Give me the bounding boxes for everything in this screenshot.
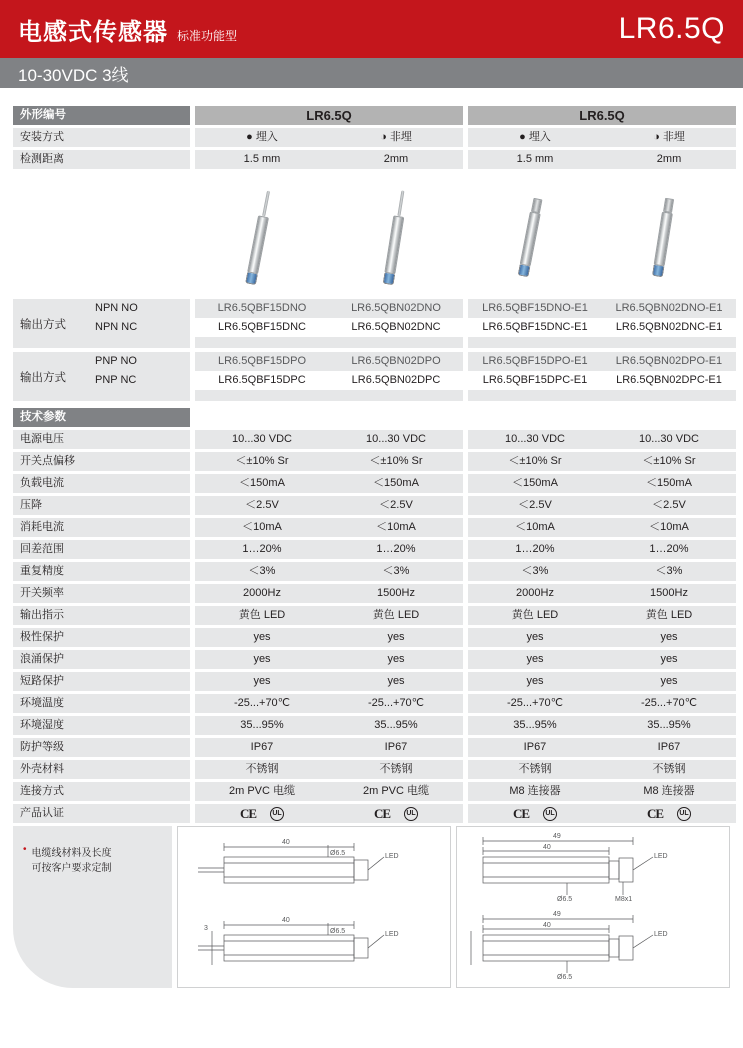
spec-value-2-1: ＜150mA	[329, 474, 463, 493]
specs-table	[13, 408, 736, 823]
spec-value-5-2: 1…20%	[468, 540, 602, 559]
table-row	[13, 672, 736, 691]
outline-number-label: 外形编号	[13, 106, 190, 125]
spec-label-0: 电源电压	[13, 430, 190, 449]
spec-value-0-3: 10...30 VDC	[602, 430, 736, 449]
spacer	[602, 337, 736, 348]
svg-text:40: 40	[543, 922, 551, 929]
content	[0, 88, 743, 823]
spec-value-12-1: -25...+70℃	[329, 694, 463, 713]
pnp-no-model-1: LR6.5QBF15DPO	[195, 352, 329, 371]
spec-value-8-2: 黄色 LED	[468, 606, 602, 625]
spec-value-16-0: 2m PVC 电缆	[195, 782, 329, 801]
page-header	[0, 0, 743, 58]
spec-value-13-1: 35...95%	[329, 716, 463, 735]
pnp-nc-model-4: LR6.5QBN02DPC-E1	[602, 371, 736, 390]
group-header-1: LR6.5Q	[195, 106, 463, 125]
spacer	[86, 337, 190, 348]
sensor-cable	[397, 190, 404, 216]
table-row	[13, 606, 736, 625]
table-row	[13, 518, 736, 537]
spec-value-10-0: yes	[195, 650, 329, 669]
table-row	[13, 738, 736, 757]
spec-value-4-3: ＜10mA	[602, 518, 736, 537]
svg-text:Ø6.5: Ø6.5	[557, 974, 573, 981]
spec-value-9-0: yes	[195, 628, 329, 647]
header-model: LR6.5Q	[618, 12, 725, 45]
spec-label-11: 短路保护	[13, 672, 190, 691]
spec-value-8-0: 黄色 LED	[195, 606, 329, 625]
distance-value-1: 1.5 mm	[195, 150, 329, 169]
note-box	[13, 826, 172, 988]
table-row	[13, 371, 736, 390]
sensor-illustration	[518, 197, 544, 277]
spec-value-11-3: yes	[602, 672, 736, 691]
table-row	[13, 804, 736, 823]
npn-nc-model-4: LR6.5QBN02DNC-E1	[602, 318, 736, 337]
pnp-no-label: PNP NO	[86, 352, 190, 371]
cert-label: 产品认证	[13, 804, 190, 823]
pnp-no-model-2: LR6.5QBN02DPO	[329, 352, 463, 371]
header-left	[18, 12, 237, 47]
pnp-output-label: 输出方式	[13, 352, 86, 401]
npn-no-model-4: LR6.5QBN02DNO-E1	[602, 299, 736, 318]
spec-value-14-3: IP67	[602, 738, 736, 757]
spec-value-16-2: M8 连接器	[468, 782, 602, 801]
spec-value-15-2: 不锈钢	[468, 760, 602, 779]
mount-value-3: ● 埋入	[468, 128, 602, 147]
table-row	[13, 694, 736, 713]
table-row	[13, 562, 736, 581]
ul-mark-icon: UL	[404, 807, 418, 821]
svg-text:LED: LED	[385, 853, 399, 860]
spec-value-4-2: ＜10mA	[468, 518, 602, 537]
svg-text:Ø6.5: Ø6.5	[330, 850, 346, 857]
spec-value-12-0: -25...+70℃	[195, 694, 329, 713]
spec-value-2-0: ＜150mA	[195, 474, 329, 493]
table-row	[13, 474, 736, 493]
spec-label-14: 防护等级	[13, 738, 190, 757]
mount-value-1: ● 埋入	[195, 128, 329, 147]
product-photo-2	[326, 175, 464, 299]
voltage-band	[0, 58, 743, 88]
spec-label-8: 输出指示	[13, 606, 190, 625]
svg-text:3: 3	[204, 925, 208, 932]
svg-text:40: 40	[543, 844, 551, 851]
sensor-illustration	[382, 189, 408, 285]
spec-label-3: 压降	[13, 496, 190, 515]
note-line-2: 可按客户要求定制	[31, 863, 112, 874]
note-bullet-icon: •	[23, 844, 27, 855]
spec-value-1-1: ＜±10% Sr	[329, 452, 463, 471]
spec-value-5-3: 1…20%	[602, 540, 736, 559]
spec-label-15: 外壳材料	[13, 760, 190, 779]
svg-text:Ø6.5: Ø6.5	[330, 928, 346, 935]
table-row	[13, 496, 736, 515]
spec-value-3-0: ＜2.5V	[195, 496, 329, 515]
table-row	[13, 318, 736, 337]
npn-no-model-2: LR6.5QBN02DNO	[329, 299, 463, 318]
sensor-sensing-face	[382, 272, 395, 285]
note-line-1: 电缆线材料及长度	[31, 848, 112, 859]
output-npn-table	[13, 299, 736, 348]
spacer	[195, 390, 329, 401]
spec-label-16: 连接方式	[13, 782, 190, 801]
page-subtitle: 标准功能型	[177, 28, 238, 43]
spec-label-13: 环境湿度	[13, 716, 190, 735]
spec-value-13-0: 35...95%	[195, 716, 329, 735]
spec-value-14-0: IP67	[195, 738, 329, 757]
spec-value-14-2: IP67	[468, 738, 602, 757]
spec-value-5-0: 1…20%	[195, 540, 329, 559]
spec-value-0-2: 10...30 VDC	[468, 430, 602, 449]
spec-value-4-0: ＜10mA	[195, 518, 329, 537]
npn-no-model-1: LR6.5QBF15DNO	[195, 299, 329, 318]
spec-value-16-3: M8 连接器	[602, 782, 736, 801]
svg-text:M8x1: M8x1	[615, 896, 633, 903]
spec-label-4: 消耗电流	[13, 518, 190, 537]
spec-value-11-0: yes	[195, 672, 329, 691]
ce-mark-icon: CE	[373, 806, 391, 821]
npn-output-label: 输出方式	[13, 299, 86, 348]
product-photo-1	[193, 175, 326, 299]
voltage-band-label: 10-30VDC 3线	[18, 65, 129, 85]
svg-text:LED: LED	[654, 853, 668, 860]
spec-value-10-2: yes	[468, 650, 602, 669]
spec-value-5-1: 1…20%	[329, 540, 463, 559]
table-row	[13, 430, 736, 449]
pnp-no-model-3: LR6.5QBF15DPO-E1	[468, 352, 602, 371]
spec-value-3-2: ＜2.5V	[468, 496, 602, 515]
npn-nc-label: NPN NC	[86, 318, 190, 337]
spec-value-1-2: ＜±10% Sr	[468, 452, 602, 471]
bottom-section	[0, 823, 743, 998]
group-header-2: LR6.5Q	[468, 106, 736, 125]
sensor-sensing-face	[518, 264, 531, 277]
spec-value-16-1: 2m PVC 电缆	[329, 782, 463, 801]
product-photo-strip	[13, 169, 730, 299]
npn-nc-model-1: LR6.5QBF15DNC	[195, 318, 329, 337]
spec-label-10: 浪涌保护	[13, 650, 190, 669]
table-row	[13, 408, 736, 427]
svg-text:49: 49	[553, 833, 561, 840]
spec-label-6: 重复精度	[13, 562, 190, 581]
svg-text:LED: LED	[385, 931, 399, 938]
spec-value-3-1: ＜2.5V	[329, 496, 463, 515]
spec-value-1-0: ＜±10% Sr	[195, 452, 329, 471]
cert-cell-3	[468, 804, 602, 823]
page-title: 电感式传感器	[18, 18, 168, 46]
spec-label-12: 环境温度	[13, 694, 190, 713]
distance-value-2: 2mm	[329, 150, 463, 169]
ce-mark-icon: CE	[512, 806, 530, 821]
product-photo-3	[464, 175, 597, 299]
spacer	[602, 390, 736, 401]
sensor-connector	[663, 197, 674, 212]
output-pnp-table	[13, 352, 736, 401]
table-row	[13, 452, 736, 471]
cert-cell-1	[195, 804, 329, 823]
svg-text:40: 40	[282, 839, 290, 846]
table-row	[13, 390, 736, 401]
spec-value-2-2: ＜150mA	[468, 474, 602, 493]
sensor-connector	[531, 197, 543, 212]
spec-value-3-3: ＜2.5V	[602, 496, 736, 515]
npn-no-label: NPN NO	[86, 299, 190, 318]
table-row	[13, 106, 736, 125]
spec-label-1: 开关点偏移	[13, 452, 190, 471]
spec-value-10-3: yes	[602, 650, 736, 669]
spacer	[468, 390, 602, 401]
spec-value-2-3: ＜150mA	[602, 474, 736, 493]
sensor-body	[384, 215, 404, 274]
spec-label-9: 极性保护	[13, 628, 190, 647]
sensor-sensing-face	[245, 272, 258, 285]
sensor-sensing-face	[652, 264, 665, 277]
spec-label-7: 开关频率	[13, 584, 190, 603]
spec-value-9-1: yes	[329, 628, 463, 647]
model-table	[13, 106, 736, 169]
pnp-nc-model-2: LR6.5QBN02DPC	[329, 371, 463, 390]
distance-value-4: 2mm	[602, 150, 736, 169]
ul-mark-icon: UL	[543, 807, 557, 821]
table-row	[13, 540, 736, 559]
spec-value-6-2: ＜3%	[468, 562, 602, 581]
spec-value-6-3: ＜3%	[602, 562, 736, 581]
npn-nc-model-3: LR6.5QBF15DNC-E1	[468, 318, 602, 337]
svg-text:LED: LED	[654, 931, 668, 938]
drawing-svg-cable	[178, 827, 450, 1000]
sensor-body	[248, 215, 270, 274]
spec-value-1-3: ＜±10% Sr	[602, 452, 736, 471]
table-row	[13, 782, 736, 801]
spacer	[329, 337, 463, 348]
table-row	[13, 352, 736, 371]
spec-value-6-1: ＜3%	[329, 562, 463, 581]
specs-title: 技术参数	[13, 408, 190, 427]
svg-text:40: 40	[282, 917, 290, 924]
spec-value-10-1: yes	[329, 650, 463, 669]
table-row	[13, 650, 736, 669]
dimension-drawing-connector	[456, 826, 730, 988]
spec-value-0-1: 10...30 VDC	[329, 430, 463, 449]
sensor-body	[654, 211, 673, 266]
spacer	[86, 390, 190, 401]
pnp-no-model-4: LR6.5QBN02DPO-E1	[602, 352, 736, 371]
table-row	[13, 337, 736, 348]
table-row	[13, 584, 736, 603]
spec-value-7-1: 1500Hz	[329, 584, 463, 603]
spec-value-13-3: 35...95%	[602, 716, 736, 735]
ul-mark-icon: UL	[677, 807, 691, 821]
spec-value-13-2: 35...95%	[468, 716, 602, 735]
distance-label: 检测距离	[13, 150, 190, 169]
product-photo-4	[597, 175, 730, 299]
sensor-illustration	[245, 189, 274, 284]
dimension-drawing-cable	[177, 826, 451, 988]
spec-value-12-3: -25...+70℃	[602, 694, 736, 713]
npn-no-model-3: LR6.5QBF15DNO-E1	[468, 299, 602, 318]
table-row	[13, 299, 736, 318]
table-row	[13, 150, 736, 169]
spec-value-4-1: ＜10mA	[329, 518, 463, 537]
spec-value-12-2: -25...+70℃	[468, 694, 602, 713]
spec-value-15-3: 不锈钢	[602, 760, 736, 779]
sensor-cable	[263, 190, 271, 216]
ul-mark-icon: UL	[270, 807, 284, 821]
spec-value-6-0: ＜3%	[195, 562, 329, 581]
svg-text:Ø6.5: Ø6.5	[557, 896, 573, 903]
spec-value-9-2: yes	[468, 628, 602, 647]
pnp-nc-label: PNP NC	[86, 371, 190, 390]
svg-text:49: 49	[553, 911, 561, 918]
spec-value-14-1: IP67	[329, 738, 463, 757]
ce-mark-icon: CE	[646, 806, 664, 821]
pnp-nc-model-1: LR6.5QBF15DPC	[195, 371, 329, 390]
spec-value-9-3: yes	[602, 628, 736, 647]
spec-value-7-3: 1500Hz	[602, 584, 736, 603]
spec-label-5: 回差范围	[13, 540, 190, 559]
ce-mark-icon: CE	[239, 806, 257, 821]
table-row	[13, 760, 736, 779]
sensor-illustration	[652, 197, 675, 277]
npn-nc-model-2: LR6.5QBN02DNC	[329, 318, 463, 337]
spec-label-2: 负载电流	[13, 474, 190, 493]
spacer	[195, 337, 329, 348]
distance-value-3: 1.5 mm	[468, 150, 602, 169]
spec-value-8-3: 黄色 LED	[602, 606, 736, 625]
spec-value-7-0: 2000Hz	[195, 584, 329, 603]
spec-value-15-0: 不锈钢	[195, 760, 329, 779]
spec-value-11-2: yes	[468, 672, 602, 691]
table-row	[13, 716, 736, 735]
table-row	[13, 128, 736, 147]
mount-value-4: ◑ 非埋	[602, 128, 736, 147]
drawing-svg-connector	[457, 827, 729, 1000]
spec-value-11-1: yes	[329, 672, 463, 691]
sensor-body	[520, 211, 541, 266]
mount-label: 安装方式	[13, 128, 190, 147]
spacer	[468, 337, 602, 348]
mount-value-2: ◑ 非埋	[329, 128, 463, 147]
spec-value-0-0: 10...30 VDC	[195, 430, 329, 449]
spacer	[329, 390, 463, 401]
spec-value-7-2: 2000Hz	[468, 584, 602, 603]
spec-value-15-1: 不锈钢	[329, 760, 463, 779]
cert-cell-2	[329, 804, 463, 823]
table-row	[13, 628, 736, 647]
spec-value-8-1: 黄色 LED	[329, 606, 463, 625]
pnp-nc-model-3: LR6.5QBF15DPC-E1	[468, 371, 602, 390]
cert-cell-4	[602, 804, 736, 823]
